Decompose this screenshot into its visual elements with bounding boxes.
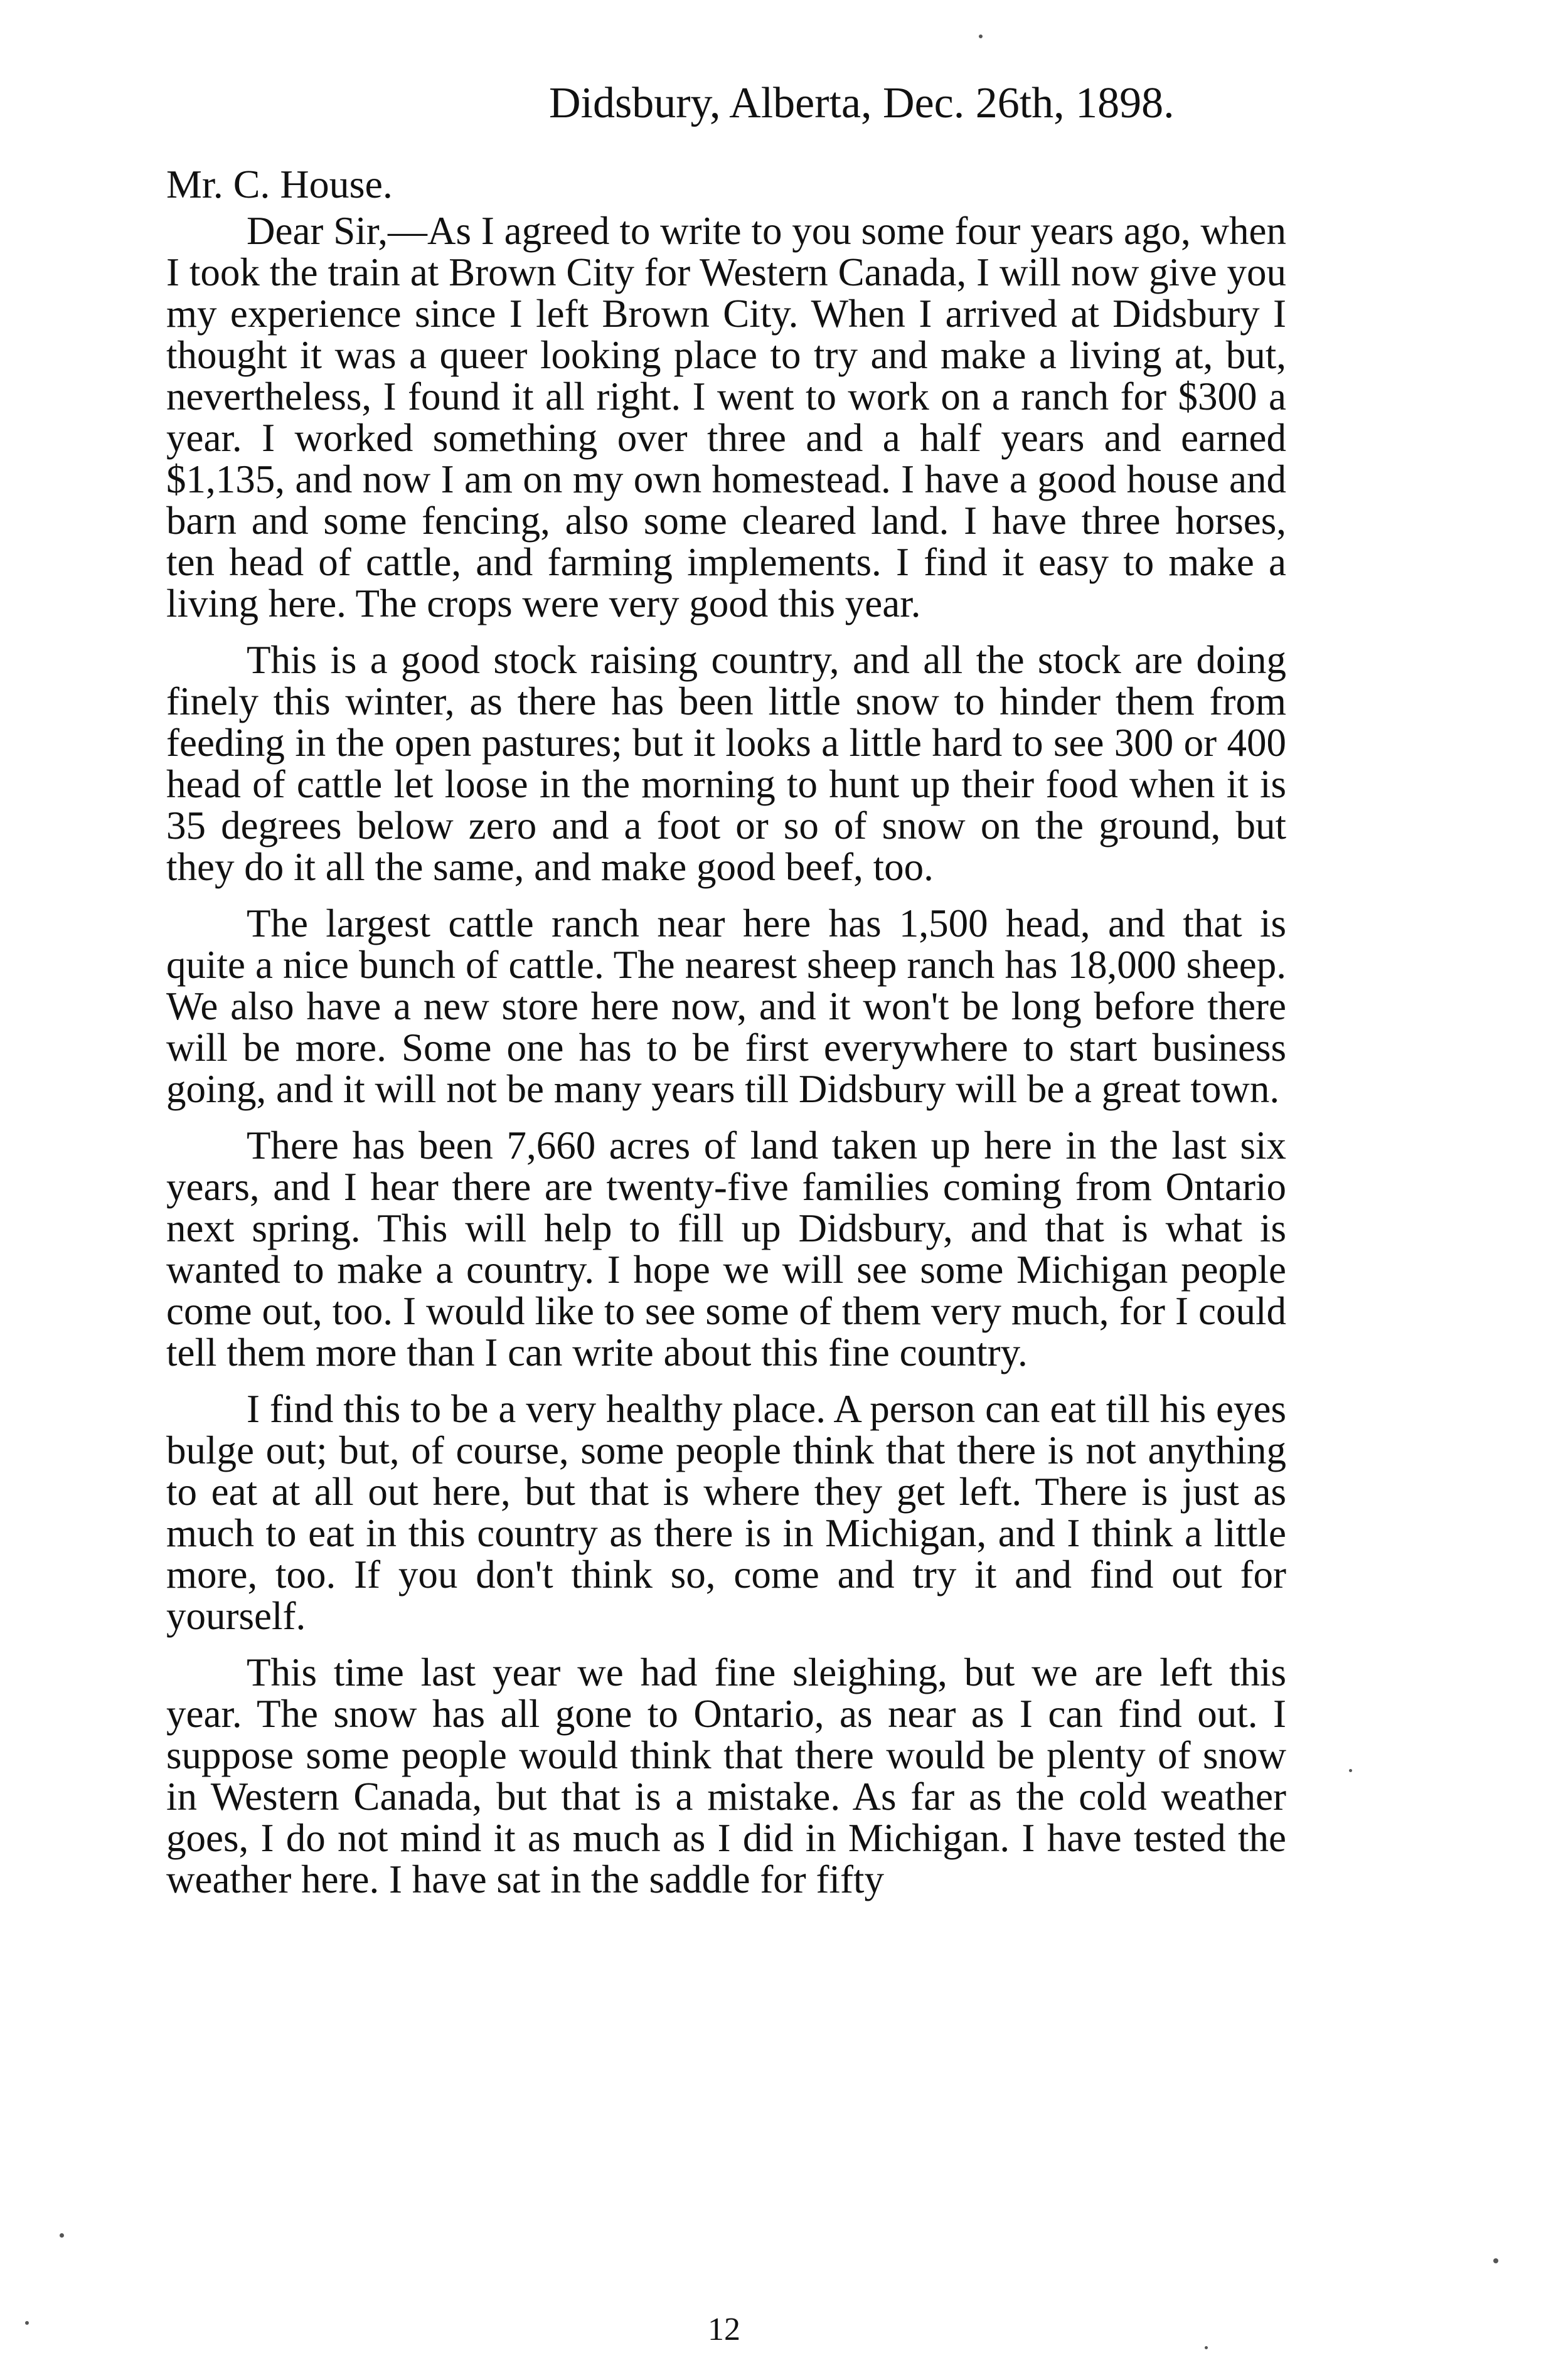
scan-speck: [1493, 2258, 1498, 2263]
paragraph-2: This is a good stock raising country, and all the stock are doing finely this winter, as there has been little snow to hinder them from feeding in the open pastures; but it looks a little hard to see 300 or 400 head of cattle let loose in the morning to hunt up their food when it is 35 degrees below zero and a foot or so of snow on the ground, but they do it all the same, and make good beef, too.: [166, 638, 1286, 889]
scan-speck: [1205, 2346, 1208, 2349]
scan-speck: [1349, 1769, 1352, 1772]
scan-speck: [60, 2233, 64, 2238]
paragraph-3: The largest cattle ranch near here has 1,500 head, and that is quite a nice bunch of cattle. The nearest sheep ranch has 18,000 sheep. We also have a new store here now, and it won't be long before there will be more. Some one has to be first everywhere to start business going, and it will not be many years till Didsbury will be a great town.: [166, 901, 1286, 1111]
addressee: Mr. C. House.: [166, 162, 393, 206]
page-number: 12: [708, 2312, 740, 2347]
paragraph-5: I find this to be a very healthy place. A person can eat till his eyes bulge out; but, of course, some people think that there is not anything to eat at all out here, but that is where they get left. There is just as much to eat in this country as there is in Michigan, and I think a little more, too. If you don't think so, come and try it and find out for yourself.: [166, 1387, 1286, 1638]
paragraph-6: This time last year we had fine sleighing, but we are left this year. The snow has all gone to Ontario, as near as I can find out. I suppose some people would think that there would be plenty of snow in Western Canada, but that is a mistake. As far as the cold weather goes, I do not mind it as much as I did in Michigan. I have tested the weather here. I have sat in the saddle for fifty: [166, 1650, 1286, 1901]
scan-speck: [979, 35, 983, 38]
paragraph-1: Dear Sir,—As I agreed to write to you some four years ago, when I took the train at Brown City for Western Canada, I will now give you my experience since I left Brown City. When I arrived at Didsbury I thought it was a queer looking place to try and make a living at, but, nevertheless, I found it all right. I went to work on a ranch for $300 a year. I worked something over three and a half years and earned $1,135, and now I am on my own homestead. I have a good house and barn and some fencing, also some cleared land. I have three horses, ten head of cattle, and farming implements. I find it easy to make a living here. The crops were very good this year.: [166, 209, 1286, 625]
letter-body: [166, 210, 1286, 1915]
scan-speck: [25, 2321, 29, 2325]
dateline: Didsbury, Alberta, Dec. 26th, 1898.: [549, 79, 1175, 127]
paragraph-4: There has been 7,660 acres of land taken up here in the last six years, and I hear there are twenty-five families coming from Ontario next spring. This will help to fill up Didsbury, and that is what is wanted to make a country. I hope we will see some Michigan people come out, too. I would like to see some of them very much, for I could tell them more than I can write about this fine country.: [166, 1124, 1286, 1374]
